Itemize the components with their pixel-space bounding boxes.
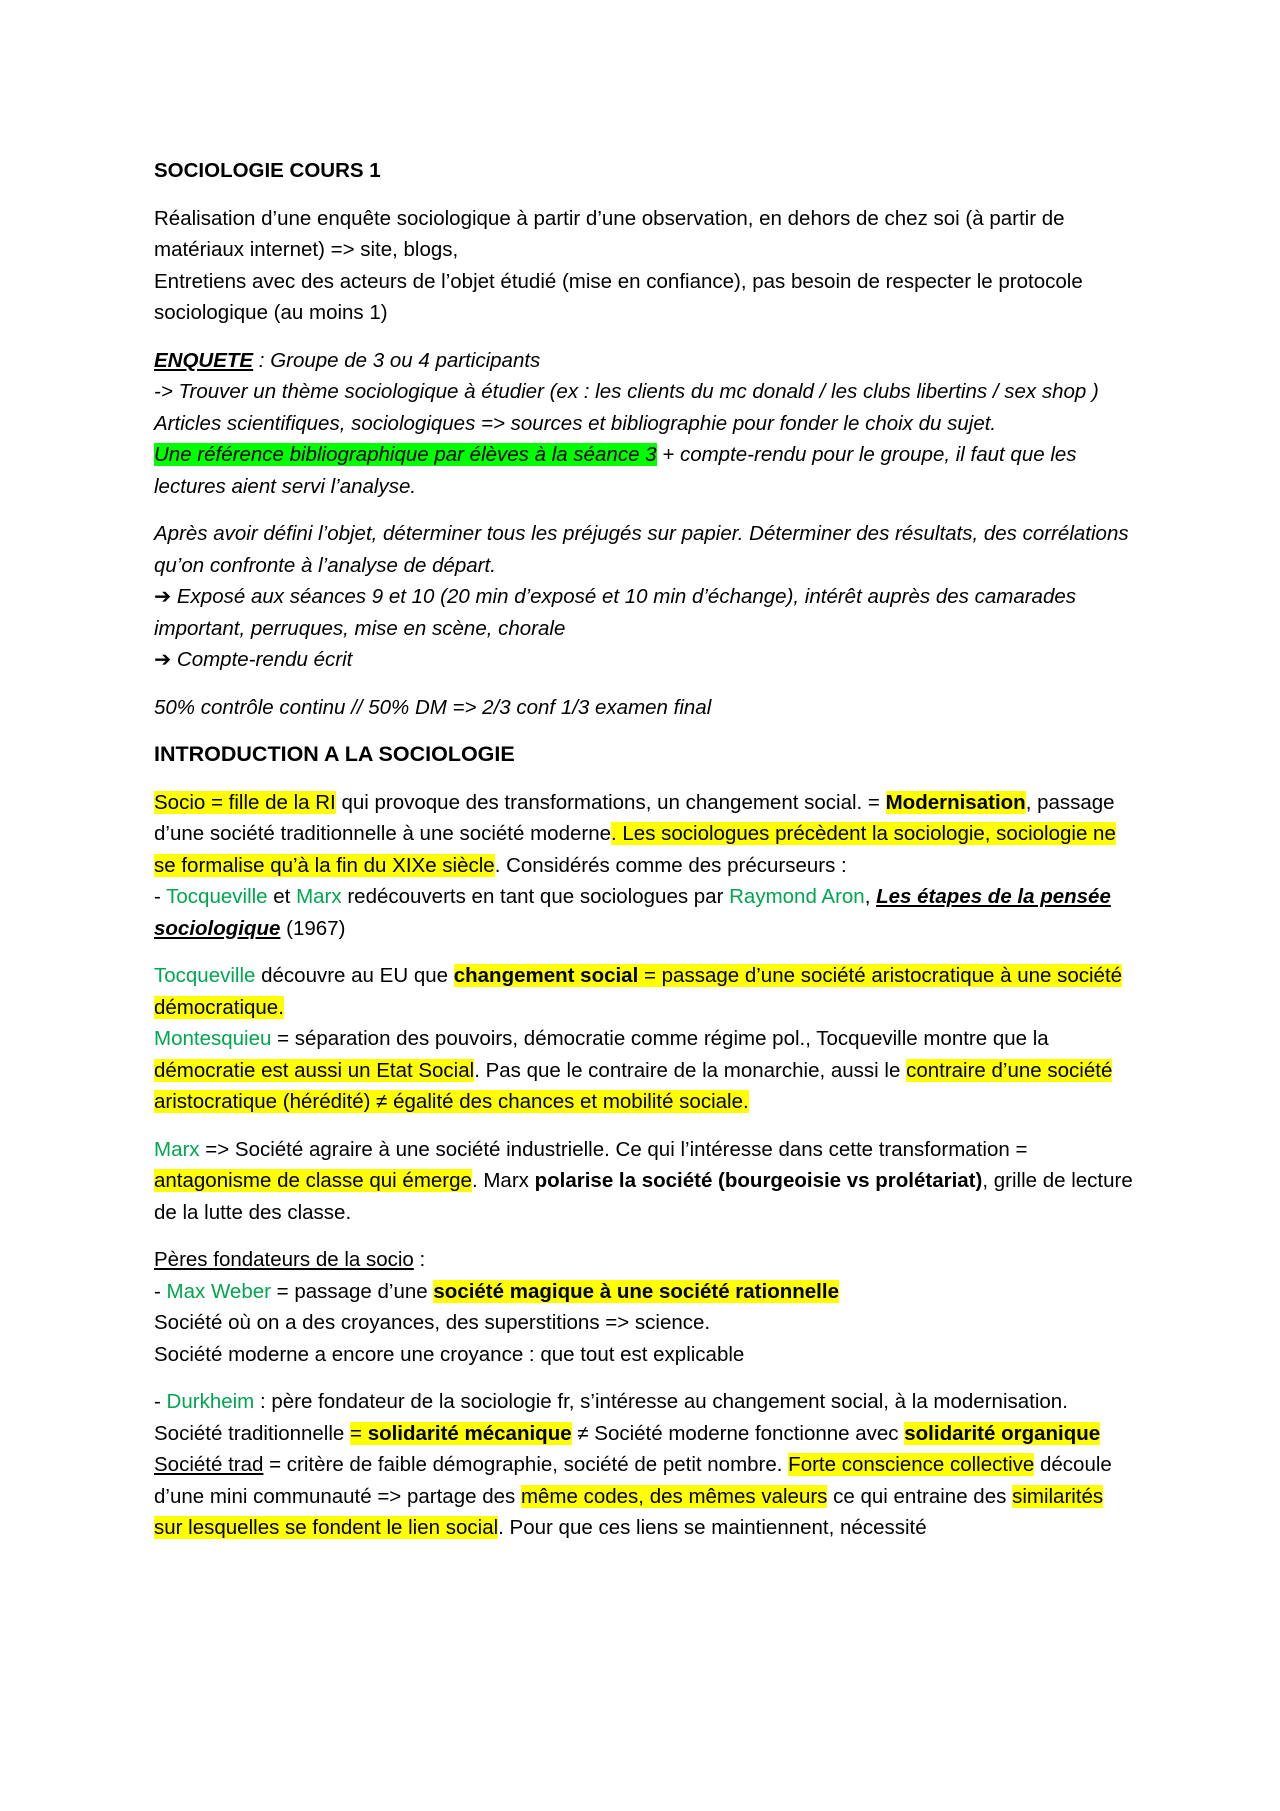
enquete-paragraph <box>154 345 1134 503</box>
text-line: Société traditionnelle = solidarité mécanique ≠ Société moderne fonctionne avec solidarité organique <box>154 1421 1101 1445</box>
highlight: . Les sociologues précèdent la sociologie, sociologie ne se formalise qu’à la fin du XIXe siècle <box>154 822 1116 877</box>
highlight: démocratie est aussi un Etat Social <box>154 1058 475 1082</box>
highlight: Socio = fille de la RI <box>154 790 336 814</box>
author-name: Montesquieu <box>154 1027 272 1050</box>
section-heading: INTRODUCTION A LA SOCIOLOGIE <box>154 742 515 766</box>
text-line: ➔ Compte-rendu écrit <box>154 648 353 671</box>
highlight: = <box>350 1421 368 1445</box>
enquete-label: ENQUETE <box>154 348 254 372</box>
book-title: Les étapes de la pensée sociologique <box>154 885 1111 940</box>
text-line: ENQUETE : Groupe de 3 ou 4 participants <box>154 348 541 372</box>
document-title: SOCIOLOGIE COURS 1 <box>154 159 381 182</box>
highlight: contraire d’une société aristocratique (hérédité) ≠ égalité des chances et mobilité sociale. <box>154 1058 1113 1113</box>
intro-socio-paragraph: Socio = fille de la RI qui provoque des transformations, un changement social. = Modernisation, passage d’une société traditionnelle à une société moderne. Les sociologues précèdent la sociologie, sociologie ne se formalise qu’à la fin du XIXe siècle. Considérés comme des précurseurs : - Tocqueville et Marx redécouverts en tant que sociologues par Raymond Aron, Les étapes de la pensée sociologique (1967) <box>154 787 1134 945</box>
arrow-icon: ➔ <box>154 648 172 671</box>
apres-paragraph <box>154 518 1134 676</box>
highlight-bold: société magique à une société rationnelle <box>433 1279 839 1303</box>
author-name: Raymond Aron <box>729 885 865 908</box>
highlight: = passage d’une société aristocratique à une société démocratique. <box>154 964 1123 1019</box>
author-name: Max Weber <box>166 1279 271 1303</box>
text-line: Après avoir défini l’objet, déterminer tous les préjugés sur papier. Déterminer des résultats, des corrélations qu’on confronte à l’analyse de départ. <box>154 522 1129 577</box>
marx-paragraph: Marx => Société agraire à une société industrielle. Ce qui l’intéresse dans cette transformation = antagonisme de classe qui émerge. Marx polarise la société (bourgeoisie vs prolétariat), grille de lecture de la lutte des classe. <box>154 1137 1133 1224</box>
text-line: Société trad = critère de faible démographie, société de petit nombre. Forte conscience collective découle d’une mini communauté => partage des même codes, des mêmes valeurs ce qui entraine des similarités sur lesquelles se fondent le lien social. Pour que ces liens se maintiennent, nécessité <box>154 1453 1112 1539</box>
text-line: Société moderne a encore une croyance : que tout est explicable <box>154 1342 745 1366</box>
underlined-label: Société trad <box>154 1453 264 1476</box>
arrow-icon: ➔ <box>154 585 172 608</box>
text-line: Pères fondateurs de la socio : <box>154 1248 426 1271</box>
text-line: - Tocqueville et Marx redécouverts en tant que sociologues par Raymond Aron, Les étapes de la pensée sociologique (1967) <box>154 885 1111 940</box>
durkheim-paragraph <box>154 1386 1134 1544</box>
highlight-bold: Modernisation <box>885 790 1026 814</box>
author-name: Marx <box>154 1137 200 1161</box>
text-line: Articles scientifiques, sociologiques => sources et bibliographie pour fonder le choix du sujet. <box>154 411 997 435</box>
text-line: ➔ Exposé aux séances 9 et 10 (20 min d’exposé et 10 min d’échange), intérêt auprès des camarades important, perruques, mise en scène, chorale <box>154 585 1077 640</box>
text-line: -> Trouver un thème sociologique à étudier (ex : les clients du mc donald / les clubs libertins / sex shop ) <box>154 380 1099 403</box>
evaluation-line: 50% contrôle continu // 50% DM => 2/3 conf 1/3 examen final <box>154 695 712 719</box>
text-line: - Durkheim : père fondateur de la sociologie fr, s’intéresse au changement social, à la modernisation. <box>154 1390 1068 1413</box>
highlight-bold: solidarité organique <box>904 1421 1101 1445</box>
underlined-label: Pères fondateurs de la socio <box>154 1248 414 1271</box>
text-line: Réalisation d’une enquête sociologique à partir d’une observation, en dehors de chez soi (à partir de matériaux internet) => site, blogs, <box>154 206 1065 261</box>
text-line: Société où on a des croyances, des superstitions => science. <box>154 1311 711 1334</box>
highlight: similarités sur lesquelles se fondent le lien social <box>154 1484 1104 1539</box>
highlight: Forte conscience collective <box>788 1453 1035 1476</box>
author-name: Marx <box>296 885 342 908</box>
document-page <box>154 155 1134 1560</box>
bold-text: polarise la société (bourgeoisie vs prolétariat) <box>534 1169 983 1192</box>
author-name: Durkheim <box>166 1390 255 1413</box>
text-line: Une référence bibliographique par élèves à la séance 3 + compte-rendu pour le groupe, il faut que les lectures aient servi l’analyse. <box>154 443 1077 498</box>
author-name: Tocqueville <box>166 885 268 908</box>
highlight-bold: solidarité mécanique <box>367 1421 572 1445</box>
highlight: même codes, des mêmes valeurs <box>520 1484 828 1508</box>
text-line: - Max Weber = passage d’une société magique à une société rationnelle <box>154 1279 839 1303</box>
green-highlight: Une référence bibliographique par élèves à la séance 3 <box>154 443 657 466</box>
peres-paragraph <box>154 1244 1134 1370</box>
text-line: Montesquieu = séparation des pouvoirs, démocratie comme régime pol., Tocqueville montre que la démocratie est aussi un Etat Social. Pas que le contraire de la monarchie, aussi le contraire d’une société aristocratique (hérédité) ≠ égalité des chances et mobilité sociale. <box>154 1027 1113 1113</box>
highlight-bold: changement social <box>453 964 639 987</box>
intro-paragraph <box>154 203 1134 329</box>
tocqueville-paragraph: Tocqueville découvre au EU que changement social = passage d’une société aristocratique à une société démocratique. Montesquieu = séparation des pouvoirs, démocratie comme régime pol., Tocqueville montre que la démocratie est aussi un Etat Social. Pas que le contraire de la monarchie, aussi le contraire d’une société aristocratique (hérédité) ≠ égalité des chances et mobilité sociale. <box>154 960 1134 1118</box>
text-line: Entretiens avec des acteurs de l’objet étudié (mise en confiance), pas besoin de respecter le protocole sociologique (au moins 1) <box>154 269 1083 324</box>
author-name: Tocqueville <box>154 964 256 987</box>
highlight: antagonisme de classe qui émerge <box>154 1169 472 1192</box>
